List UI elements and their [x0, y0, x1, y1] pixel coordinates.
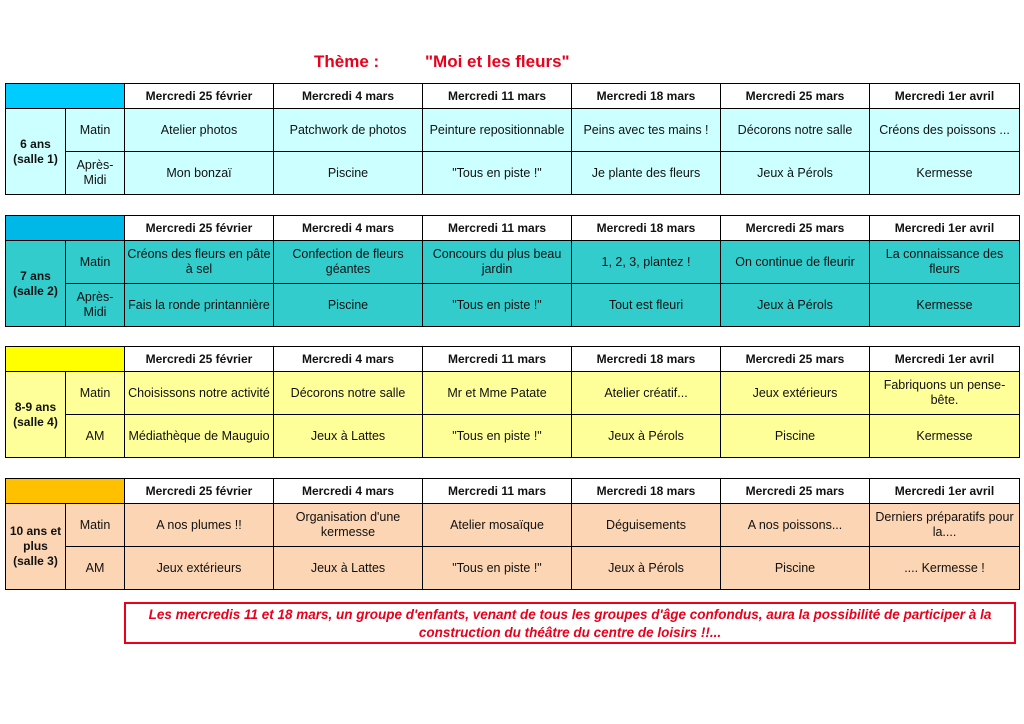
activity-cell: Choisissons notre activité [125, 372, 274, 415]
day-header: Mercredi 25 mars [721, 216, 870, 241]
activity-cell: La connaissance des fleurs [870, 241, 1020, 284]
activity-cell: Kermesse [870, 284, 1020, 327]
day-header: Mercredi 4 mars [274, 347, 423, 372]
group-color-corner [6, 216, 125, 241]
day-header: Mercredi 18 mars [572, 347, 721, 372]
group-color-corner [6, 347, 125, 372]
activity-cell: "Tous en piste !" [423, 415, 572, 458]
activity-cell: Créons des fleurs en pâte à sel [125, 241, 274, 284]
activity-cell: Créons des poissons ... [870, 109, 1020, 152]
activity-cell: A nos poissons... [721, 504, 870, 547]
day-header: Mercredi 4 mars [274, 84, 423, 109]
period-label: AM [66, 547, 125, 590]
day-header: Mercredi 25 février [125, 216, 274, 241]
activity-cell: Mon bonzaï [125, 152, 274, 195]
activity-cell: Décorons notre salle [274, 372, 423, 415]
age-group-label: 8-9 ans (salle 4) [6, 372, 66, 458]
activity-cell: Médiathèque de Mauguio [125, 415, 274, 458]
table-row [6, 547, 1020, 590]
period-label: Matin [66, 504, 125, 547]
info-note: Les mercredis 11 et 18 mars, un groupe d'enfants, venant de tous les groupes d'âge confondus, aura la possibilité de participer à la construction du théâtre du centre de loisirs !!... [124, 602, 1016, 644]
age-group-label: 10 ans et plus (salle 3) [6, 504, 66, 590]
activity-cell: Piscine [274, 152, 423, 195]
day-header: Mercredi 1er avril [870, 84, 1020, 109]
activity-cell: Mr et Mme Patate [423, 372, 572, 415]
activity-cell: Derniers préparatifs pour la.... [870, 504, 1020, 547]
day-header: Mercredi 1er avril [870, 216, 1020, 241]
activity-cell: Piscine [721, 415, 870, 458]
activity-cell: Atelier photos [125, 109, 274, 152]
day-header: Mercredi 25 mars [721, 479, 870, 504]
day-header: Mercredi 1er avril [870, 479, 1020, 504]
page-title [0, 52, 1024, 76]
title-label: Thème : [314, 52, 380, 71]
day-header: Mercredi 18 mars [572, 479, 721, 504]
activity-cell: Jeux extérieurs [721, 372, 870, 415]
activity-cell: Atelier créatif... [572, 372, 721, 415]
schedule-table [5, 215, 1020, 327]
day-header: Mercredi 1er avril [870, 347, 1020, 372]
table-row [6, 284, 1020, 327]
activity-cell: Jeux à Pérols [721, 284, 870, 327]
table-row [6, 415, 1020, 458]
activity-cell: Fais la ronde printannière [125, 284, 274, 327]
activity-cell: Piscine [274, 284, 423, 327]
day-header: Mercredi 4 mars [274, 479, 423, 504]
activity-cell: "Tous en piste !" [423, 547, 572, 590]
activity-cell: .... Kermesse ! [870, 547, 1020, 590]
schedule-table [5, 83, 1020, 195]
day-header: Mercredi 25 février [125, 347, 274, 372]
period-label: Après-Midi [66, 284, 125, 327]
activity-cell: Je plante des fleurs [572, 152, 721, 195]
day-header: Mercredi 4 mars [274, 216, 423, 241]
activity-cell: Jeux à Lattes [274, 415, 423, 458]
table-row [6, 372, 1020, 415]
period-label: AM [66, 415, 125, 458]
activity-cell: Jeux à Pérols [572, 415, 721, 458]
day-header: Mercredi 25 février [125, 479, 274, 504]
group-color-corner [6, 479, 125, 504]
table-row [6, 152, 1020, 195]
day-header: Mercredi 11 mars [423, 347, 572, 372]
activity-cell: Piscine [721, 547, 870, 590]
day-header: Mercredi 11 mars [423, 479, 572, 504]
activity-cell: "Tous en piste !" [423, 284, 572, 327]
period-label: Matin [66, 109, 125, 152]
group-color-corner [6, 84, 125, 109]
activity-cell: Jeux à Lattes [274, 547, 423, 590]
activity-cell: On continue de fleurir [721, 241, 870, 284]
activity-cell: 1, 2, 3, plantez ! [572, 241, 721, 284]
schedule-table [5, 478, 1020, 590]
day-header: Mercredi 25 février [125, 84, 274, 109]
activity-cell: Fabriquons un pense-bête. [870, 372, 1020, 415]
activity-cell: Jeux extérieurs [125, 547, 274, 590]
activity-cell: Kermesse [870, 152, 1020, 195]
activity-cell: Atelier mosaïque [423, 504, 572, 547]
day-header: Mercredi 18 mars [572, 216, 721, 241]
period-label: Matin [66, 372, 125, 415]
period-label: Matin [66, 241, 125, 284]
activity-cell: Jeux à Pérols [721, 152, 870, 195]
activity-cell: Peinture repositionnable [423, 109, 572, 152]
activity-cell: Confection de fleurs géantes [274, 241, 423, 284]
activity-cell: "Tous en piste !" [423, 152, 572, 195]
day-header: Mercredi 11 mars [423, 84, 572, 109]
activity-cell: Concours du plus beau jardin [423, 241, 572, 284]
day-header: Mercredi 11 mars [423, 216, 572, 241]
table-row [6, 109, 1020, 152]
age-group-label: 6 ans (salle 1) [6, 109, 66, 195]
day-header: Mercredi 25 mars [721, 347, 870, 372]
table-row [6, 241, 1020, 284]
activity-cell: Patchwork de photos [274, 109, 423, 152]
day-header: Mercredi 25 mars [721, 84, 870, 109]
age-group-label: 7 ans (salle 2) [6, 241, 66, 327]
activity-cell: Déguisements [572, 504, 721, 547]
table-row [6, 504, 1020, 547]
period-label: Après-Midi [66, 152, 125, 195]
activity-cell: A nos plumes !! [125, 504, 274, 547]
activity-cell: Peins avec tes mains ! [572, 109, 721, 152]
title-theme: "Moi et les fleurs" [425, 52, 570, 71]
activity-cell: Kermesse [870, 415, 1020, 458]
schedule-table [5, 346, 1020, 458]
day-header: Mercredi 18 mars [572, 84, 721, 109]
activity-cell: Jeux à Pérols [572, 547, 721, 590]
activity-cell: Organisation d'une kermesse [274, 504, 423, 547]
activity-cell: Tout est fleuri [572, 284, 721, 327]
activity-cell: Décorons notre salle [721, 109, 870, 152]
